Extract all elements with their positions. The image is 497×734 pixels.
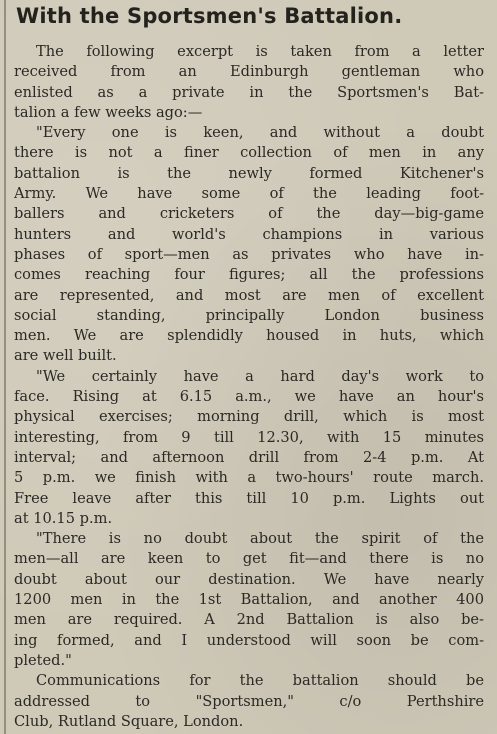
- text-line: at 10.15 p.m.: [14, 509, 113, 527]
- text-line: talion a few weeks ago:—: [14, 103, 203, 121]
- text-line: 5 p.m. we finish with a two-hours' route march.: [14, 469, 484, 487]
- text-line: Free leave after this till 10 p.m. Lights out: [14, 489, 484, 507]
- text-line: The following excerpt is taken from a letter: [36, 43, 484, 60]
- article-paragraph: [14, 42, 484, 123]
- text-line: received from an Edinburgh gentleman who: [14, 63, 484, 81]
- text-line: doubt about our destination. We have nearly: [14, 570, 484, 588]
- text-line: physical exercises; morning drill, which is most: [14, 408, 484, 426]
- article-paragraph: [14, 671, 484, 732]
- text-line: enlisted as a private in the Sportsmen's Bat-: [14, 83, 484, 101]
- text-line: men—all are keen to get fit—and there is no: [14, 550, 484, 568]
- article-headline: With the Sportsmen's Battalion.: [16, 4, 403, 28]
- text-line: "We certainly have a hard day's work to: [36, 367, 484, 385]
- text-line: comes reaching four figures; all the professions: [14, 266, 484, 284]
- text-line: there is not a finer collection of men in any: [14, 144, 484, 162]
- text-line: ballers and cricketers of the day—big-game: [14, 205, 484, 223]
- text-line: phases of sport—men as privates who have in-: [14, 245, 484, 263]
- text-line: Communications for the battalion should be: [36, 672, 484, 690]
- text-line: Club, Rutland Square, London.: [14, 712, 244, 730]
- article-paragraph: [14, 123, 484, 367]
- text-line: 1200 men in the 1st Battalion, and another 400: [14, 591, 484, 609]
- article-paragraph: [14, 367, 484, 529]
- text-line: are well built.: [14, 347, 117, 365]
- text-line: hunters and world's champions in various: [14, 225, 484, 243]
- text-line: addressed to "Sportsmen," c/o Perthshire: [14, 692, 484, 710]
- article-body: [14, 42, 484, 732]
- text-line: Army. We have some of the leading foot-: [14, 185, 484, 203]
- text-line: battalion is the newly formed Kitchener's: [14, 164, 484, 182]
- column-rule: [4, 0, 6, 734]
- text-line: "Every one is keen, and without a doubt: [36, 124, 484, 142]
- text-line: interval; and afternoon drill from 2-4 p.m. At: [14, 448, 484, 466]
- text-line: pleted.": [14, 651, 72, 669]
- text-line: men. We are splendidly housed in huts, which: [14, 327, 484, 345]
- text-line: ing formed, and I understood will soon be com-: [14, 631, 484, 649]
- text-line: face. Rising at 6.15 a.m., we have an hour's: [14, 388, 484, 406]
- text-line: social standing, principally London business: [14, 306, 484, 324]
- text-line: interesting, from 9 till 12.30, with 15 minutes: [14, 428, 484, 446]
- text-line: men are required. A 2nd Battalion is also be-: [14, 611, 484, 629]
- text-line: "There is no doubt about the spirit of the: [36, 530, 484, 548]
- article-paragraph: [14, 529, 484, 671]
- text-line: are represented, and most are men of excellent: [14, 286, 484, 304]
